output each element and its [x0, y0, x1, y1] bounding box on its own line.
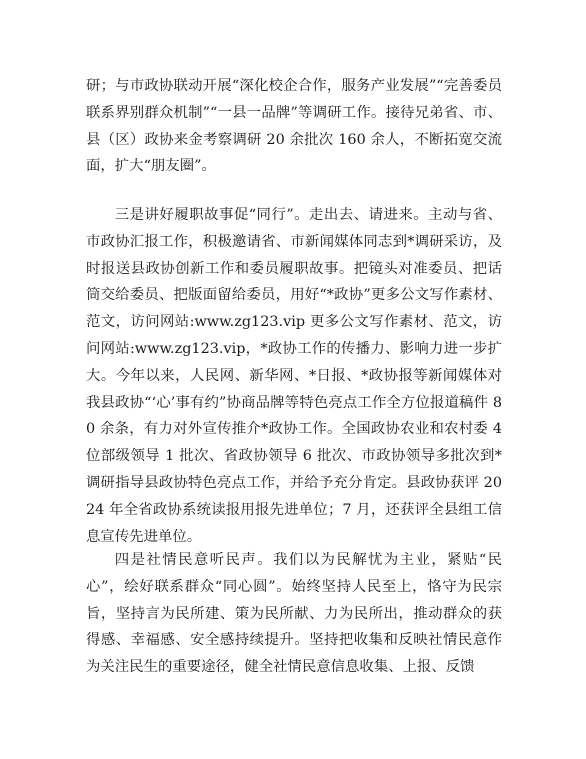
- paragraph-fourth-point: [86, 539, 502, 681]
- paragraph-text: 研；与市政协联动开展“深化校企合作，服务产业发展”“完善委员联系界别群众机制”“一县一品牌”等调研工作。接待兄弟省、市、县（区）政协来金考察调研 20 余批次 160 余人，不断拓宽交流面，扩大“朋友圈”。: [86, 78, 502, 175]
- paragraph-text: 三是讲好履职故事促“同行”。走出去、请进来。主动与省、市政协汇报工作，积极邀请省、市新闻媒体同志到*调研采访，及时报送县政协创新工作和委员履职故事。把镜头对准委员、把话筒交给委员、把版面留给委员，用好“*政协”更多公文写作素材、范文，访问网站:www.zg123.vip 更多公文写作素材、范文，访问网站:www.zg123.vip，*政协工作的传播力、影响力进一步扩大。今年以来，人民网、新华网、*日报、*政协报等新闻媒体对我县政协“‘心’事有约”协商品牌等特色亮点工作全方位报道稿件 80 余条，有力对外宣传推介*政协工作。全国政协农业和农村委 4 位部级领导 1 批次、省政协领导 6 批次、市政协领导多批次到*调研指导县政协特色亮点工作，并给予充分肯定。县政协获评 2024 年全省政协系统读报用报先进单位；7 月，还获评全县组工信息宣传先进单位。: [86, 207, 502, 545]
- paragraph-third-point: [86, 194, 502, 550]
- paragraph-text: 四是社情民意听民声。我们以为民解忧为主业，紧贴“民心”，绘好联系群众“同心圆”。始终坚持人民至上，恪守为民宗旨，坚持言为民所建、策为民所献、力为民所出，推动群众的获得感、幸福感、安全感持续提升。坚持把收集和反映社情民意作为关注民生的重要途径，健全社情民意信息收集、上报、反馈: [86, 552, 502, 676]
- paragraph-research-continued: [86, 73, 502, 180]
